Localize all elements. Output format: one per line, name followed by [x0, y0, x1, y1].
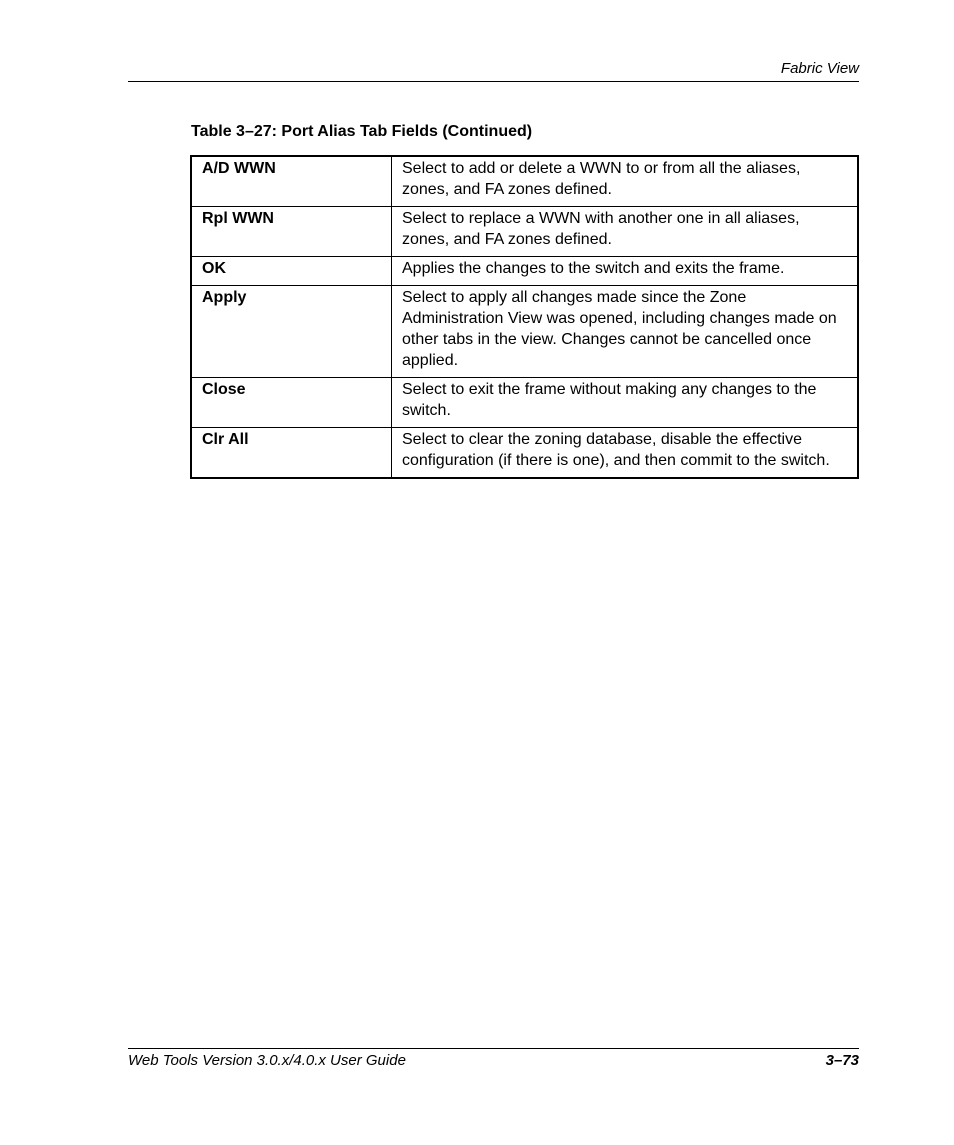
field-description: Select to apply all changes made since the Zone Administration View was opened, including changes made on other tabs in the view. Changes cannot be cancelled once applied.: [392, 286, 859, 378]
field-description: Select to add or delete a WWN to or from all the aliases, zones, and FA zones defined.: [392, 156, 859, 207]
field-description: Applies the changes to the switch and exits the frame.: [392, 257, 859, 286]
table-row: [191, 257, 858, 286]
port-alias-fields-table: [190, 155, 859, 479]
running-header: Fabric View: [780, 60, 859, 77]
field-description: Select to exit the frame without making any changes to the switch.: [392, 378, 859, 428]
table-caption: Table 3–27: Port Alias Tab Fields (Continued): [191, 123, 533, 140]
field-name: Clr All: [191, 428, 392, 479]
field-name: Close: [191, 378, 392, 428]
field-name: Rpl WWN: [191, 207, 392, 257]
table-row: [191, 156, 858, 207]
table-row: [191, 286, 858, 378]
field-name: OK: [191, 257, 392, 286]
table-row: [191, 428, 858, 479]
field-description: Select to replace a WWN with another one in all aliases, zones, and FA zones defined.: [392, 207, 859, 257]
page-number: 3–73: [825, 1052, 859, 1069]
footer-rule: [128, 1048, 859, 1049]
footer-guide-title: Web Tools Version 3.0.x/4.0.x User Guide: [128, 1052, 406, 1069]
field-name: A/D WWN: [191, 156, 392, 207]
field-name: Apply: [191, 286, 392, 378]
table-row: [191, 378, 858, 428]
field-description: Select to clear the zoning database, disable the effective configuration (if there is one), and then commit to the switch.: [392, 428, 859, 479]
table-row: [191, 207, 858, 257]
header-rule: [128, 81, 859, 82]
